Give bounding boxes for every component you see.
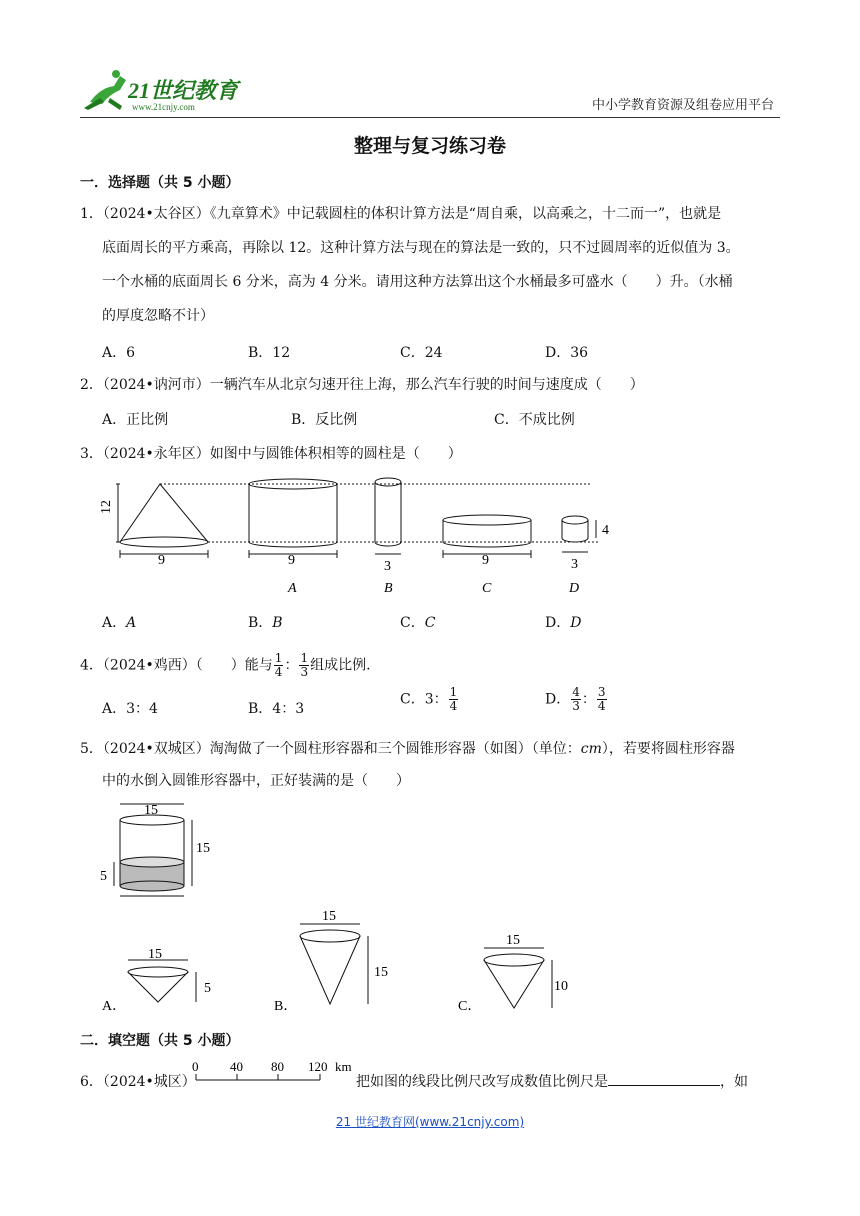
- q3-figure: [100, 474, 620, 604]
- cyl-a-bottom: [249, 542, 337, 547]
- q5-cylinder-figure: [100, 798, 220, 906]
- cone-a-option: A．: [102, 999, 127, 1014]
- question-5-line-2: 中的水倒入圆锥形容器中，正好装满的是（ ）: [102, 773, 410, 789]
- cyl-d-height-label: 4: [602, 523, 609, 538]
- scale-tick-120: 120: [308, 1059, 328, 1074]
- q4-option-b[interactable]: B．4：3: [248, 701, 305, 717]
- q1-line-3: 一个水桶的底面周长 6 分米，高为 4 分米。请用这种方法算出这个水桶最多可盛水（ ）升。（水桶: [102, 274, 733, 290]
- scale-tick-80: 80: [271, 1059, 284, 1074]
- question-2: 2．（2024•讷河市）一辆汽车从北京匀速开往上海，那么汽车行驶的时间与速度成（ ）: [80, 377, 644, 393]
- q1-option-a[interactable]: A．6: [102, 345, 136, 361]
- q5-cone-b-figure: [272, 906, 402, 1020]
- question-5-line-1: 5．（2024•双城区）淘淘做了一个圆柱形容器和三个圆锥形容器（如图）（单位：cm），若要将圆柱形容器: [80, 741, 735, 757]
- cone-base: [120, 537, 208, 547]
- cyl-d-label: D: [569, 581, 580, 596]
- scale-tick-0: 0: [192, 1059, 199, 1074]
- logo-url: www.21cnjy.com: [132, 102, 195, 112]
- q5-cone-a-figure: [100, 946, 220, 1020]
- q4-option-a[interactable]: A．3：4: [102, 701, 158, 717]
- q1-option-c[interactable]: C．24: [400, 345, 443, 361]
- q1-line-4: 的厚度忽略不计）: [102, 308, 214, 324]
- section-choice-heading: 一．选择题（共 5 小题）: [80, 175, 240, 191]
- q5-cone-c-figure: [456, 930, 586, 1024]
- q3-option-d[interactable]: D．D: [545, 615, 582, 631]
- cyl-c-top: [443, 515, 531, 525]
- cyl-d-top: [562, 516, 588, 524]
- cyl-b-top: [375, 478, 401, 486]
- cone-c-diameter-label: 15: [506, 933, 520, 948]
- cone-outline: [120, 484, 208, 542]
- q3-option-c[interactable]: C．C: [400, 615, 436, 631]
- header-divider: [80, 117, 780, 118]
- cone-c-option: C．: [458, 999, 482, 1014]
- cone-b-option: B．: [274, 999, 298, 1014]
- answer-blank[interactable]: [608, 1071, 720, 1086]
- q1-line-1: 1．（2024•太谷区）《九章算术》中记载圆柱的体积计算方法是“周自乘，以高乘之，十二而一”，也就是: [80, 206, 722, 222]
- q1-line-2: 底面周长的平方乘高，再除以 12。这种计算方法与现在的算法是一致的，只不过圆周率的近似值为 3。: [102, 240, 740, 256]
- cylinder-height-label: 15: [196, 841, 210, 856]
- cone-a-diameter-label: 15: [148, 947, 162, 962]
- cone-b-height-label: 15: [374, 965, 388, 980]
- q2-option-b[interactable]: B．反比例: [291, 412, 358, 428]
- cone-height-label: 12: [100, 500, 114, 514]
- cyl-c-base-label: 9: [482, 553, 489, 568]
- question-3: 3．（2024•永年区）如图中与圆锥体积相等的圆柱是（ ）: [80, 446, 462, 462]
- section-fill-heading: 二．填空题（共 5 小题）: [80, 1033, 240, 1049]
- q2-option-c[interactable]: C．不成比例: [494, 412, 575, 428]
- question-4: 4．（2024•鸡西）（ ）能与 $\frac{1}{4}$ ： $\frac{1}{3}$ 组成比例.: [80, 651, 371, 679]
- cyl-b-base-label: 3: [384, 559, 391, 574]
- water-height-label: 5: [100, 869, 107, 884]
- scale-tick-40: 40: [230, 1059, 243, 1074]
- cyl-d-base-label: 3: [571, 557, 578, 572]
- q3-option-b[interactable]: B．B: [248, 615, 283, 631]
- platform-name: 中小学教育资源及组卷应用平台: [591, 98, 774, 113]
- site-logo: [80, 68, 250, 114]
- q1-option-b[interactable]: B．12: [248, 345, 291, 361]
- cone-base-label: 9: [158, 553, 165, 568]
- cone-b-diameter-label: 15: [322, 909, 336, 924]
- question-6-text: 把如图的线段比例尺改写成数值比例尺是 ，如: [356, 1071, 748, 1091]
- cyl-b-label: B: [384, 581, 393, 596]
- scale-unit: km: [335, 1059, 352, 1074]
- question-6-prefix: 6．（2024•城区）: [80, 1074, 196, 1090]
- page-title: 整理与复习练习卷: [353, 135, 506, 157]
- q4-option-d[interactable]: D． $\frac{4}{3}$ ： $\frac{3}{4}$: [545, 685, 606, 713]
- footer-link[interactable]: 21 世纪教育网(www.21cnjy.com): [335, 1115, 525, 1129]
- question-1: [80, 197, 780, 333]
- cyl-c-label: C: [482, 581, 492, 596]
- q3-option-a[interactable]: A．A: [102, 615, 137, 631]
- cone-c-height-label: 10: [554, 979, 568, 994]
- q4-option-c[interactable]: C．3： $\frac{1}{4}$: [400, 685, 458, 713]
- cone-a-height-label: 5: [204, 981, 211, 996]
- cyl-a-label: A: [288, 581, 297, 596]
- q2-option-a[interactable]: A．正比例: [102, 412, 169, 428]
- q1-option-d[interactable]: D．36: [545, 345, 589, 361]
- cyl-a-base-label: 9: [288, 553, 295, 568]
- q6-scale-bar: [190, 1058, 360, 1092]
- runner-logo-icon: [84, 70, 126, 110]
- cylinder-diameter-label: 15: [144, 803, 158, 818]
- logo-text: 21世纪教育: [128, 78, 239, 103]
